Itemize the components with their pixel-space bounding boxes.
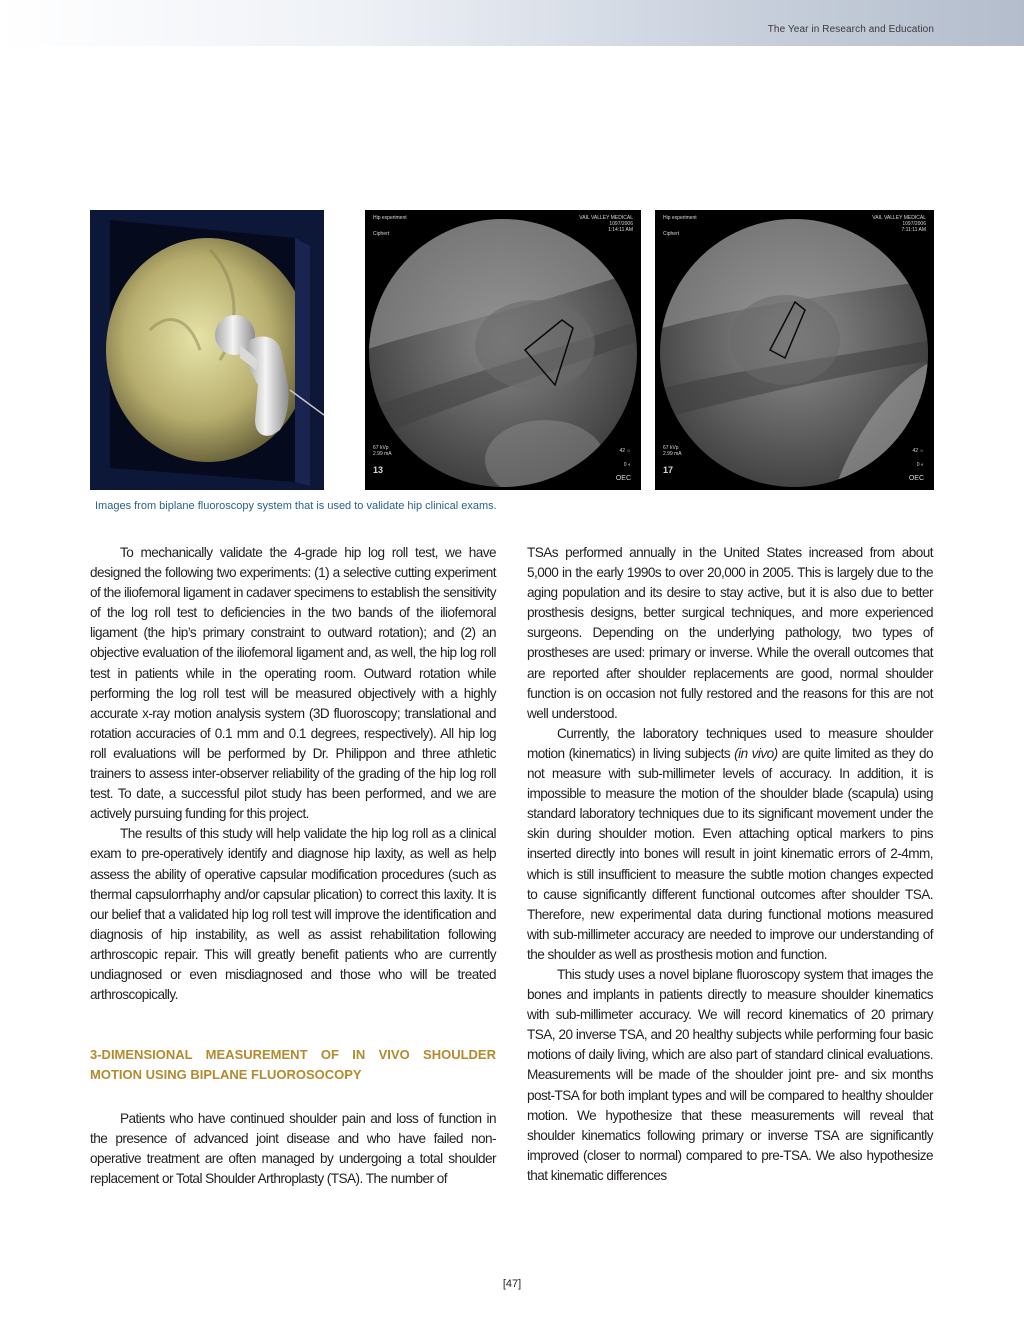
xray-left-site: VAIL VALLEY MEDICAL xyxy=(579,215,633,221)
xray-left-ma: 2.99 mA xyxy=(373,451,392,457)
page-number: [47] xyxy=(502,1278,522,1290)
in-vivo-italic: (in vivo) xyxy=(734,745,778,761)
right-column xyxy=(527,543,933,1186)
xray-right-value-2: 0 xyxy=(916,462,920,468)
left-paragraph-1: To mechanically validate the 4-grade hip log roll test, we have designed the following two experiments: (1) a selective cutting experiment of the iliofemoral ligament in cadaver specimens to establish the sensitivity of the log roll test to deficiencies in the two bands of the iliofemoral ligament (the hip’s primary constraint to outward rotation); and (2) an objective evaluation of the iliofemoral ligament and, as well, the hip log roll test in patients while in the operating room. Outward rotation while performing the log roll test will be measured objectively with a highly accurate x-ray motion analysis system (3D fluoroscopy; translational and rotation accuracies of 0.1 mm and 0.1 degrees, respectively). All hip log roll evaluations will be performed by Dr. Philippon and three athletic trainers to assess inter-observer reliability of the grading of the hip log roll test. To date, a successful pilot study has been performed, and we are actively pursuing funding for this project. xyxy=(90,545,496,822)
xray-left-value-1: 42 xyxy=(619,448,626,454)
contrast-icon: ◐ xyxy=(627,462,631,468)
xray-left-label-2: Ciphert xyxy=(373,231,390,237)
xray-right-kvp: 67 kVp xyxy=(663,445,679,451)
figure-xray-right xyxy=(655,210,934,490)
figure-caption: Images from biplane fluoroscopy system that is used to validate hip clinical exams. xyxy=(95,500,497,512)
right-paragraph-3: This study uses a novel biplane fluoroscopy system that images the bones and implants in patients directly to measure shoulder kinematics with sub-millimeter accuracy. We will record kinematics of 20 primary TSA, 20 inverse TSA, and 20 healthy subjects while performing four basic motions of daily living, which are also part of standard clinical evaluations. Measurements will be made of the shoulder joint pre- and six months post-TSA for both implant types and will be compared to healthy shoulder motion. We hypothesize that these measurements will reveal that shoulder kinematics following primary or inverse TSA are significantly improved (closer to normal) compared to pre-TSA. We also hypothesize that kinematic differences xyxy=(527,966,933,1183)
xray-right-site: VAIL VALLEY MEDICAL xyxy=(872,215,926,221)
xray-right-frame: 17 xyxy=(663,465,674,475)
xray-left-value-2: 0 xyxy=(623,462,627,468)
xray-left-frame: 13 xyxy=(373,465,384,475)
sun-icon: ☼ xyxy=(919,448,924,454)
left-column xyxy=(90,543,496,1190)
running-head: The Year in Research and Education xyxy=(767,24,934,35)
sun-icon: ☼ xyxy=(626,448,631,454)
header-band xyxy=(0,0,1024,46)
xray-left-label-1: Hip experiment xyxy=(373,215,407,221)
xray-right-label-1: Hip experiment xyxy=(663,215,697,221)
right-paragraph-2-end: are quite limited as they do not measure with sub-millimeter levels of accuracy. In addition, it is impossible to measure the motion of the shoulder blade (scapula) using standard laboratory techniques due to its significant movement under the skin during shoulder motion. Even attaching optical markers to pins inserted directly into bones will result in joint kinematic errors of 2-4mm, which is still insufficient to measure the subtle motion changes expected to cause significantly different functional outcomes after shoulder TSA. Therefore, new experimental data during functional motions measured with sub-millimeter accuracy are needed to improve our understanding of the shoulder as well as prosthesis motion and function. xyxy=(527,745,933,962)
xray-right-ma: 2.99 mA xyxy=(663,451,682,457)
right-paragraph-1: TSAs performed annually in the United States increased from about 5,000 in the early 1990s to over 20,000 in 2005. This is largely due to the aging population and its desire to stay active, but it is also due to better prosthesis designs, better surgical techniques, and more experienced surgeons. Depending on the underlying pathology, two types of prostheses are used: primary or inverse. While the overall outcomes that are reported after shoulder replacements are good, normal shoulder function is on occasion not fully restored and the reasons for this are not well understood. xyxy=(527,545,933,721)
xray-left-logo: OEC xyxy=(615,475,631,482)
xray-left-date: 1097/2006 xyxy=(609,221,633,227)
contrast-icon: ◐ xyxy=(920,462,924,468)
xray-right-value-1: 42 xyxy=(912,448,919,454)
xray-right-date: 1097/2006 xyxy=(902,221,926,227)
xray-left-kvp: 67 kVp xyxy=(373,445,389,451)
right-paragraph-2-start: Currently, the laboratory techniques used to measure shoulder motion (kinematics) in living subjects xyxy=(527,725,933,761)
right-paragraph-2 xyxy=(527,724,933,965)
xray-right-time: 7:11:11 AM xyxy=(901,227,926,233)
xray-right-logo: OEC xyxy=(908,475,924,482)
section-heading: 3-DIMENSIONAL MEASUREMENT OF IN VIVO SHOULDER MOTION USING BIPLANE FLUOROSOCOPY xyxy=(90,1047,496,1083)
figure-xray-left xyxy=(365,210,641,490)
xray-right-label-2: Ciphert xyxy=(663,231,680,237)
left-paragraph-3: Patients who have continued shoulder pain and loss of function in the presence of advanced joint disease and who have failed non-operative treatment are often managed by undergoing a total shoulder replacement or Total Shoulder Arthroplasty (TSA). The number of xyxy=(90,1111,496,1187)
xray-left-time: 1:14:11 AM xyxy=(608,227,633,233)
left-paragraph-2: The results of this study will help validate the hip log roll as a clinical exam to pre-operatively identify and diagnose hip laxity, as well as help assess the ability of operative capsular modification procedures (such as thermal capsulorrhaphy and/or capsular plication) to correct this laxity. It is our belief that a validated hip log roll test will improve the identification and diagnosis of hip instability, as well as assist rehabilitation following arthroscopic repair. This will greatly benefit patients who are currently undiagnosed or even misdiagnosed and those who will be treated arthroscopically. xyxy=(90,826,496,1003)
figure-3d-bone-model xyxy=(90,210,324,490)
